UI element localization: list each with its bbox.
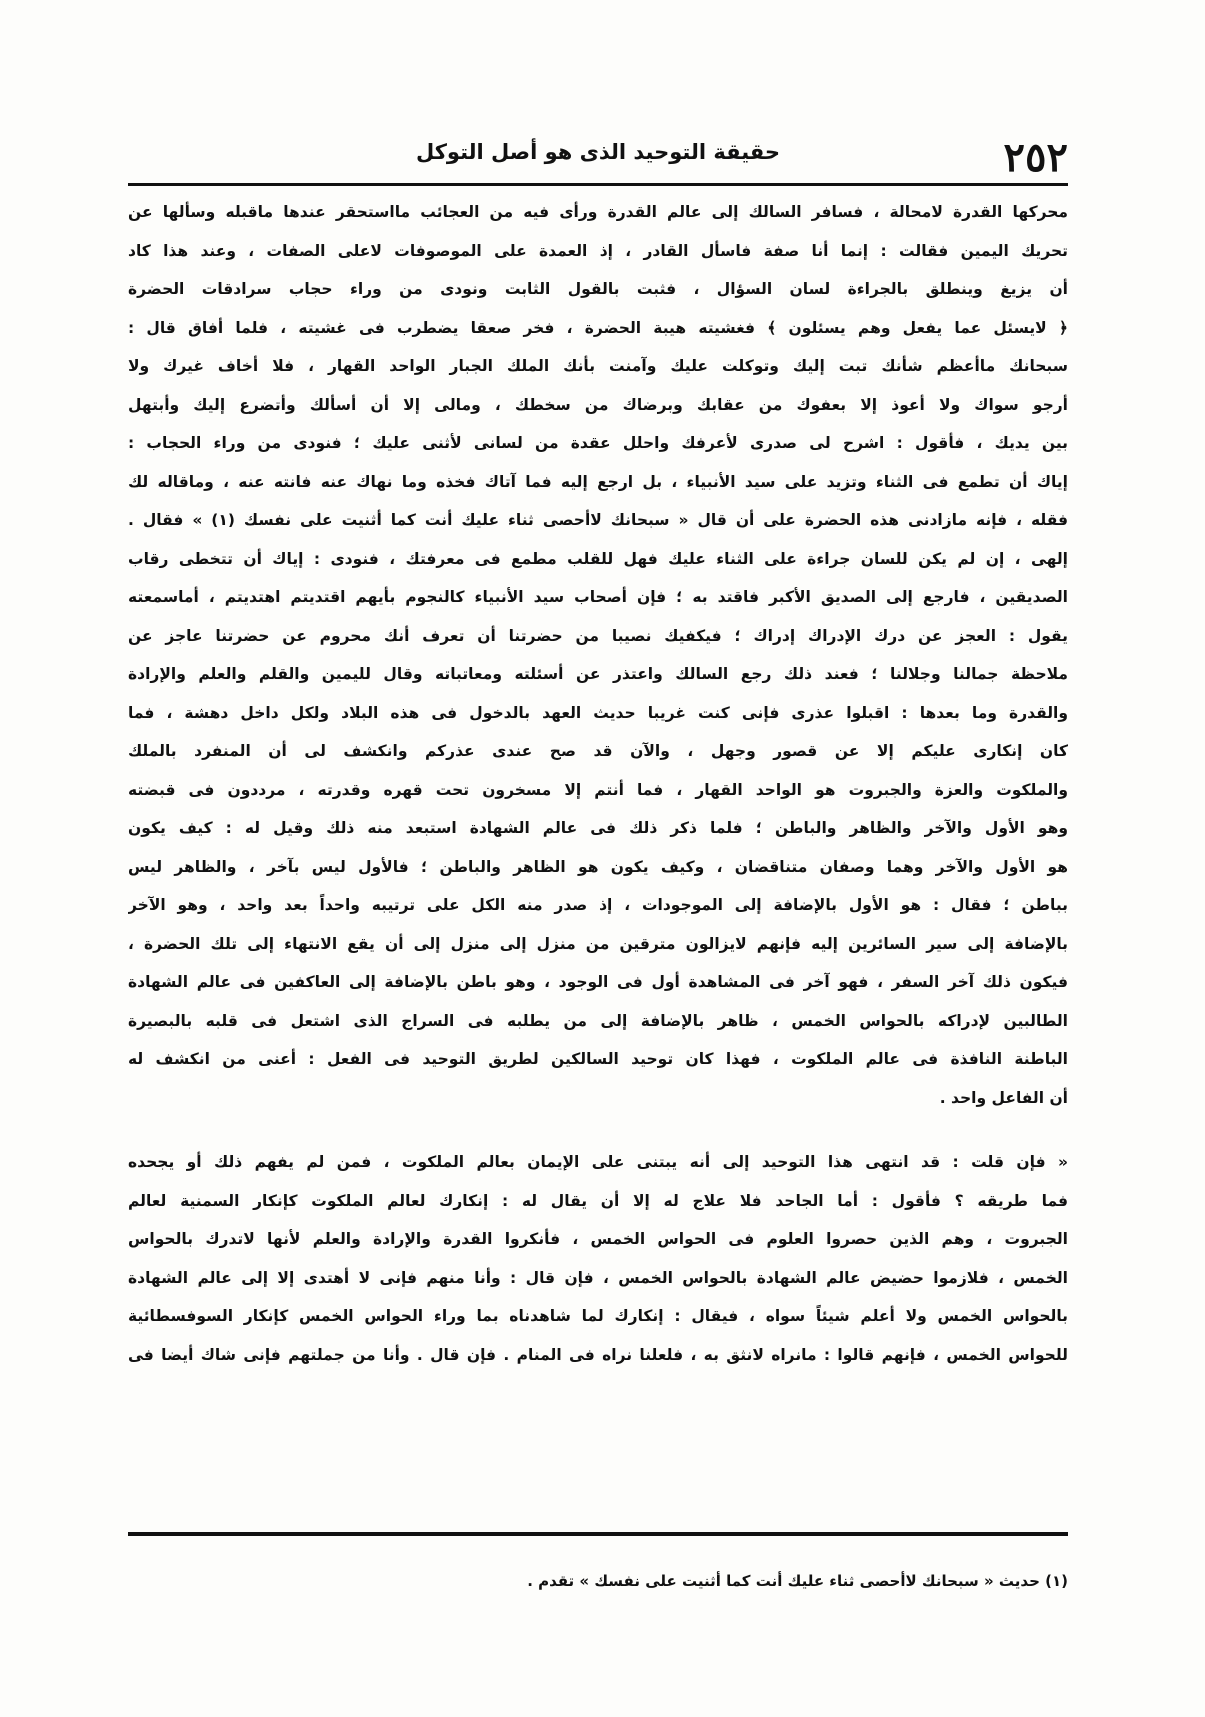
text-line: إياك أن تطمع فى الثناء وتزيد على سيد الأنبياء ، بل ارجع إليه فما آتاك فخذه وما نهاك عنه فانته عنه ، وماقاله لك [128, 472, 1068, 491]
text-line: محركها القدرة لامحالة ، فسافر السالك إلى عالم القدرة ورأى فيه من العجائب مااستحقر عندها ماقبله وسألها عن [128, 203, 1068, 221]
running-title: حقيقة التوحيد الذى هو أصل التوكل [415, 140, 781, 164]
text-line: والقدرة وما بعدها : اقبلوا عذرى فإنى كنت غريبا حديث العهد بالدخول فى هذه البلاد ولكل داخل دهشة ، فما [128, 703, 1068, 722]
text-line: بباطن ؛ فقال : هو الأول بالإضافة إلى الموجودات ، إذ صدر منه الكل على ترتيبه واحداً بعد واحد ، وهو الآخر [128, 896, 1068, 914]
text-line: للحواس الخمس ، فإنهم قالوا : مانراه لانثق به ، فلعلنا نراه فى المنام . فإن قال . وأنا من جملتهم فإنى شاك أيضا فى [128, 1345, 1068, 1364]
text-line: ملاحظة جمالنا وجلالنا ؛ فعند ذلك رجع السالك واعتذر عن أسئلته ومعاتباته وقال لليمين والقلم والعلم والإرادة [128, 665, 1068, 683]
text-line: الطالبين لإدراكه بالحواس الخمس ، ظاهر بالإضافة إلى من يطلبه فى السراج الذى اشتعل فى قلبه بالبصيرة [128, 1011, 1068, 1030]
text-line: تحريك اليمين فقالت : إنما أنا صفة فاسأل القادر ، إذ العمدة على الموصوفات لاعلى الصفات ، وعند هذا كاد [128, 241, 1068, 260]
text-line: وهو الأول والآخر والظاهر والباطن ؛ فلما ذكر ذلك فى عالم الشهادة استبعد منه ذلك وقيل له : كيف يكون [128, 819, 1068, 837]
text-line: أن يزيغ وينطلق بالجراءة لسان السؤال ، فثبت بالقول الثابت ونودى من وراء حجاب سرادقات الحضرة [128, 280, 1068, 298]
body-text [128, 193, 1068, 1374]
text-line: بالحواس الخمس ولا أعلم شيئاً سواه ، فيقال : إنكارك لما شاهدناه بما وراء الحواس الخمس كإنكار السوفسطائية [128, 1307, 1068, 1325]
text-line: الخمس ، فلازموا حضيض عالم الشهادة بالحواس الخمس ، فإن قال : وأنا منهم فإنى لا أهتدى إلا إلى عالم الشهادة [128, 1268, 1068, 1287]
text-line: فقله ، فإنه مازادنى هذه الحضرة على أن قال « سبحانك لاأحصى ثناء عليك أنت كما أثنيت على نفسك (١) » فقال . [128, 511, 1068, 529]
footnote: (١) حديث « سبحانك لاأحصى ثناء عليك أنت كما أثنيت على نفسك » تقدم . [527, 1572, 1068, 1590]
header-rule [128, 183, 1068, 186]
text-line: أرجو سواك ولا أعوذ إلا بعفوك من عقابك وبرضاك من سخطك ، ومالى إلا أن أسألك وأتضرع إليك وأبتهل [128, 395, 1068, 414]
text-line: الصديقين ، فارجع إلى الصديق الأكبر فاقتد به ؛ فإن أصحاب سيد الأنبياء كالنجوم بأيهم اقتديتم اهتديتم ، أماسمعته [128, 588, 1068, 606]
page-number: ٢٥٢ [1003, 134, 1068, 181]
text-line: فما طريقه ؟ فأقول : أما الجاحد فلا علاج له إلا أن يقال له : إنكارك لعالم الملكوت كإنكار السمنية لعالم [128, 1191, 1068, 1210]
text-line: ﴿ لايسئل عما يفعل وهم يسئلون ﴾ فغشيته هيبة الحضرة ، فخر صعقا يضطرب فى غشيته ، فلما أفاق قال : [128, 318, 1068, 337]
footnote-rule [128, 1532, 1068, 1536]
paragraph-2 [128, 1143, 1068, 1374]
text-line: هو الأول والآخر وهما وصفان متناقضان ، وكيف يكون هو الظاهر والباطن ؛ فالأول ليس بآخر ، والظاهر ليس [128, 857, 1068, 876]
text-line: كان إنكارى عليكم إلا عن قصور وجهل ، والآن قد صح عندى عذركم وانكشف لى أن المنفرد بالملك [128, 742, 1068, 760]
text-line: بالإضافة إلى سير السائرين إليه فإنهم لايزالون مترقين من منزل إلى منزل إلى أن يقع الانتهاء إلى تلك الحضرة ، [128, 934, 1068, 953]
text-line: الباطنة النافذة فى عالم الملكوت ، فهذا كان توحيد السالكين لطريق التوحيد فى الفعل : أعنى من انكشف له [128, 1050, 1068, 1068]
text-line: فيكون ذلك آخر السفر ، فهو آخر فى المشاهدة أول فى الوجود ، وهو باطن بالإضافة إلى العاكفين فى عالم الشهادة [128, 973, 1068, 991]
text-line: الجبروت ، وهم الذين حصروا العلوم فى الحواس الخمس ، فأنكروا القدرة والإرادة والعلم لأنها لاتدرك بالحواس [128, 1230, 1068, 1248]
text-line: يقول : العجز عن درك الإدراك إدراك ؛ فيكفيك نصيبا من حضرتنا أن تعرف أنك محروم عن حضرتنا عاجز عن [128, 626, 1068, 645]
paragraph-1 [128, 193, 1068, 1117]
paragraph-gap [128, 1117, 1068, 1143]
text-line: أن الفاعل واحد . [939, 1088, 1068, 1107]
text-line: سبحانك ماأعظم شأنك تبت إليك وتوكلت عليك وآمنت بأنك الملك الجبار الواحد القهار ، فلا أخاف غيرك ولا [128, 357, 1068, 375]
text-line: « فإن قلت : قد انتهى هذا التوحيد إلى أنه يبتنى على الإيمان بعالم الملكوت ، فمن لم يفهم ذلك أو يجحده [128, 1153, 1068, 1171]
text-line: بين يديك ، فأقول : اشرح لى صدرى لأعرفك واحلل عقدة من لسانى لأثنى عليك ؛ فنودى من وراء الحجاب : [128, 434, 1068, 452]
page-header [128, 128, 1068, 188]
text-line: إلهى ، إن لم يكن للسان جراءة على الثناء عليك فهل للقلب مطمع فى معرفتك ، فنودى : إياك أن تتخطى رقاب [128, 549, 1068, 568]
text-line: والملكوت والعزة والجبروت هو الواحد القهار ، فما أنتم إلا مسخرون تحت قهره وقدرته ، مرددون فى قبضته [128, 780, 1068, 799]
